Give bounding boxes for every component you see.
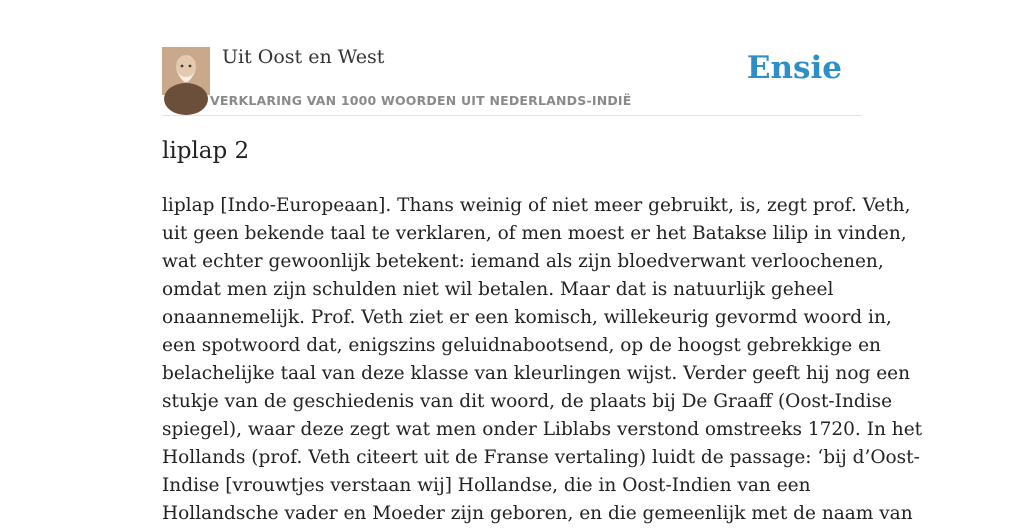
source-header	[162, 40, 862, 116]
body-line: Hollandsche vader en Moeder zijn geboren, en die gemeenlijk met de naam van	[162, 503, 913, 524]
body-line: liplap [Indo-Europeaan]. Thans weinig of niet meer gebruikt, is, zegt prof. Veth,	[162, 195, 911, 216]
body-line: Indise [vrouwtjes verstaan wij] Hollandse, die in Oost-Indien van een	[162, 475, 811, 496]
body-line: omdat men zijn schulden niet wil betalen. Maar dat is natuurlijk geheel	[162, 279, 834, 300]
body-line: belachelijke taal van deze klasse van kleurlingen wijst. Verder geeft hij nog een	[162, 363, 911, 384]
body-line: uit geen bekende taal te verklaren, of men moest er het Batakse lilip in vinden,	[162, 223, 907, 244]
body-line: spiegel), waar deze zegt wat men onder Liblabs verstond omstreeks 1720. In het	[162, 419, 923, 440]
body-line: een spotwoord dat, enigszins geluidnabootsend, op de hoogst gebrekkige en	[162, 335, 881, 356]
source-subtitle: VERKLARING VAN 1000 WOORDEN UIT NEDERLANDS-INDIË	[210, 93, 632, 108]
entry-body	[162, 192, 923, 528]
portrait-avatar-icon[interactable]	[162, 47, 210, 95]
body-line: wat echter gewoonlijk betekent: iemand als zijn bloedverwant verloochenen,	[162, 251, 884, 272]
body-line: Hollands (prof. Veth citeert uit de Franse vertaling) luidt de passage: ‘bij d’Oost-	[162, 447, 920, 468]
body-line: stukje van de geschiedenis van dit woord, de plaats bij De Graaff (Oost-Indise	[162, 391, 893, 412]
body-line: onaannemelijk. Prof. Veth ziet er een komisch, willekeurig gevormd woord in,	[162, 307, 892, 328]
entry-headword: liplap 2	[162, 138, 250, 164]
ensie-logo-link[interactable]: Ensie	[746, 50, 842, 86]
source-title[interactable]: Uit Oost en West	[222, 46, 385, 68]
